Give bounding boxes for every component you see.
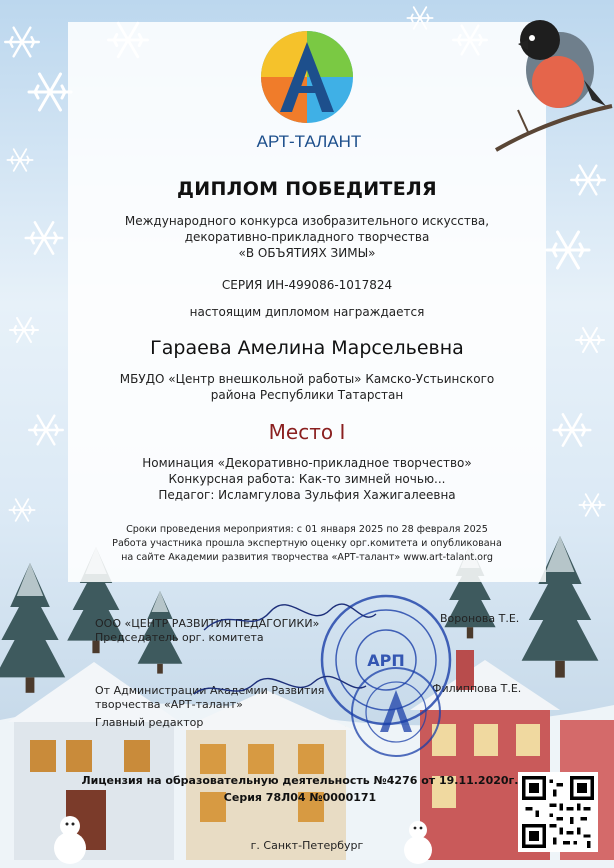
contest-name: «В ОБЪЯТИЯХ ЗИМЫ» xyxy=(238,246,376,260)
contest-line-1: Международного конкурса изобразительного искусства, xyxy=(124,214,490,228)
logo-brand-text: АРТ-ТАЛАНТ xyxy=(256,132,362,151)
admin-role: Главный редактор xyxy=(95,716,204,729)
diploma-title: ДИПЛОМ ПОБЕДИТЕЛЯ xyxy=(177,178,437,200)
snowflake-icon xyxy=(29,74,71,110)
org-role: Председатель орг. комитета xyxy=(95,631,264,644)
nomination: Номинация «Декоративно-прикладное творчество» xyxy=(142,456,472,470)
license-line-2: Серия 78Л04 №0000171 xyxy=(223,791,377,804)
admin-signatory: Филиппова Т.Е. xyxy=(432,682,522,695)
bullfinch-icon xyxy=(488,10,614,160)
place-award: Место I xyxy=(268,420,346,444)
series-number: СЕРИЯ ИН-499086-1017824 xyxy=(221,278,393,292)
institution-line-2: района Республики Татарстан xyxy=(210,388,404,402)
admin-line-1: От Администрации Академии Развития xyxy=(95,684,325,697)
teacher: Педагог: Исламгулова Зульфия Хажигалеевна xyxy=(158,488,456,502)
city: г. Санкт-Петербург xyxy=(250,839,364,852)
snowflake-icon xyxy=(7,149,32,171)
snowflake-icon xyxy=(5,28,39,57)
expert-note-line-1: Работа участника прошла экспертную оценку орг.комитета и опубликована xyxy=(112,538,502,549)
license-line-1: Лицензия на образовательную деятельность №4276 от 19.11.2020г. xyxy=(81,774,519,787)
institution-line-1: МБУДО «Центр внешкольной работы» Камско-Устьинского xyxy=(119,372,495,386)
awarded-text: настоящим дипломом награждается xyxy=(189,305,425,319)
art-talant-logo xyxy=(258,28,356,126)
recipient-name: Гараева Амелина Марсельевна xyxy=(150,337,464,359)
signature-scribble xyxy=(190,670,370,710)
signature-scribble xyxy=(200,600,380,640)
competition-work: Конкурсная работа: Как-то зимней ночью... xyxy=(168,472,446,486)
contest-line-2: декоративно-прикладного творчества xyxy=(184,230,430,244)
stamp-center-text: АРП xyxy=(367,651,405,670)
org-name: ООО «ЦЕНТР РАЗВИТИЯ ПЕДАГОГИКИ» xyxy=(95,617,320,630)
expert-note-line-2: на сайте Академии развития творчества «АРТ-талант» www.art-talant.org xyxy=(121,552,493,563)
admin-line-2: творчества «АРТ-талант» xyxy=(95,698,243,711)
event-dates: Сроки проведения мероприятия: с 01 января 2025 по 28 февраля 2025 xyxy=(126,524,488,535)
org-signatory: Воронова Т.Е. xyxy=(440,612,520,625)
